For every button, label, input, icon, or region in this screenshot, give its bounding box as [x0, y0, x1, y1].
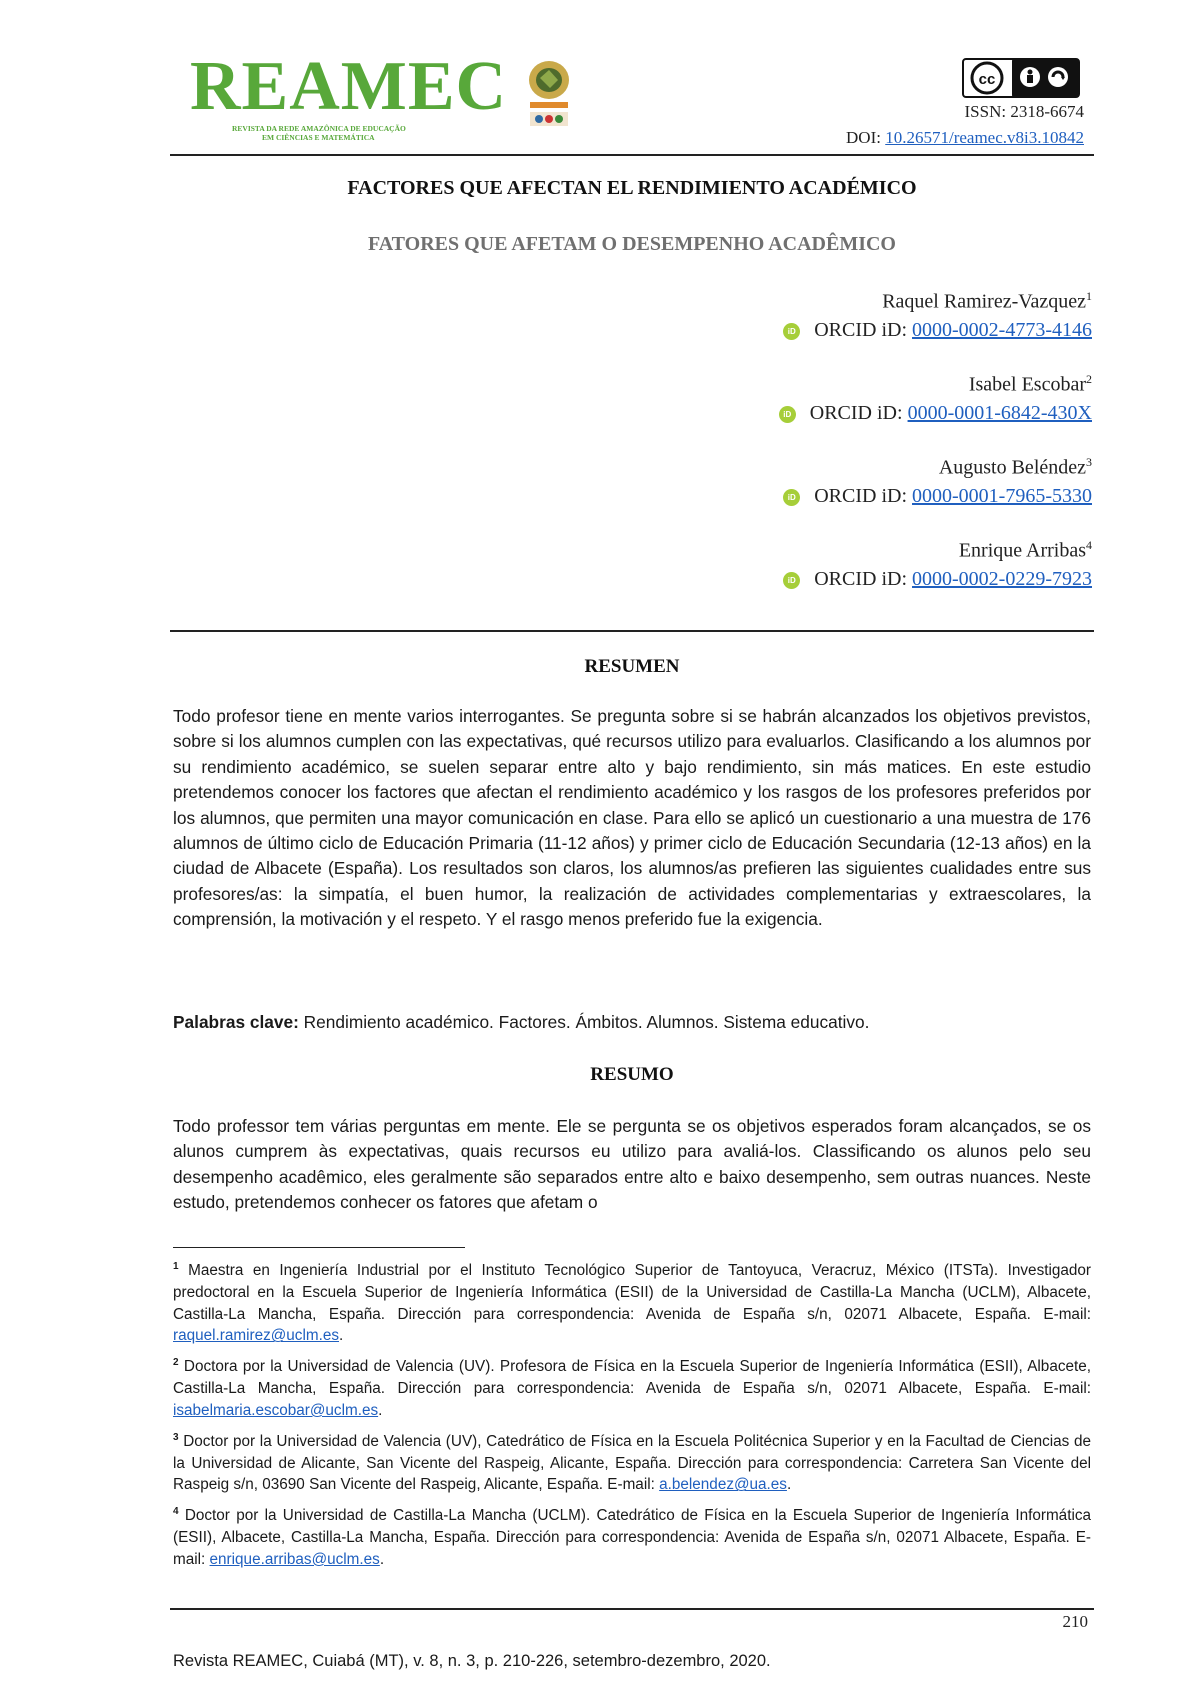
author-orcid: iD ORCID iD: 0000-0001-6842-430X [779, 402, 1092, 425]
orcid-icon: iD [783, 572, 800, 589]
creative-commons-license-icon[interactable] [962, 58, 1080, 98]
author-name: Isabel Escobar$^2$ [968, 372, 1092, 396]
doi: DOI: 10.26571/reamec.v8i3.10842 [846, 128, 1084, 147]
article-title-portuguese: FATORES QUE AFETAM O DESEMPENHO ACADÊMICO [367, 233, 896, 255]
email-link[interactable]: raquel.ramirez@uclm.es [173, 1327, 339, 1345]
keywords: Palabras clave: Rendimiento académico. Factores. Ámbitos. Alumnos. Sistema educativo. [173, 1012, 870, 1032]
footnotes [173, 1256, 1091, 1576]
orcid-link[interactable]: 0000-0002-4773-4146 [912, 319, 1092, 341]
orcid-icon: iD [779, 406, 796, 423]
footnote: $^2$ Doctora por la Universidad de Valencia (UV). Profesora de Física en la Escuela Superior de Ingeniería Informática (ESII), Albacete, Castilla-La Mancha, España. Dirección para correspondencia: Avenida de España s/n, 02071 Albacete, España. E-mail: isabelmaria.escobar@uclm.es. [173, 1357, 1091, 1419]
author-name: Enrique Arribas$^4$ [958, 538, 1092, 562]
email-link[interactable]: isabelmaria.escobar@uclm.es [173, 1401, 379, 1419]
orcid-link[interactable]: 0000-0001-6842-430X [907, 402, 1092, 424]
orcid-link[interactable]: 0000-0001-7965-5330 [912, 485, 1092, 507]
email-link[interactable]: a.belendez@ua.es [659, 1476, 787, 1494]
article-title-spanish: FACTORES QUE AFECTAN EL RENDIMIENTO ACADÉMICO [347, 177, 917, 199]
resumen-heading: RESUMEN [584, 656, 680, 677]
authors-divider [170, 630, 1094, 632]
author-orcid: iD ORCID iD: 0000-0001-7965-5330 [783, 485, 1092, 508]
email-link[interactable]: enrique.arribas@uclm.es [209, 1550, 380, 1568]
page-number: 210 [1062, 1612, 1088, 1631]
institution-seal-icon [520, 58, 578, 138]
doi-link[interactable]: 10.26571/reamec.v8i3.10842 [885, 128, 1084, 147]
author-orcid: iD ORCID iD: 0000-0002-0229-7923 [783, 568, 1092, 591]
header-divider [170, 154, 1094, 156]
orcid-icon: iD [783, 489, 800, 506]
author-name: Raquel Ramirez-Vazquez$^1$ [882, 289, 1092, 313]
journal-logo: REAMEC [190, 48, 508, 125]
issn: ISSN: 2318-6674 [964, 102, 1084, 121]
footer-divider [170, 1608, 1094, 1610]
resumen-paragraph: Todo profesor tiene en mente varios interrogantes. Se pregunta sobre si se habrán alcanzados los objetivos previstos, sobre si los alumnos cumplen con las expectativas, qué recursos utilizo para evaluarlos. Clasificando a los alumnos por su rendimiento académico, se suelen separar entre alto y bajo rendimiento, sin más matices. En este estudio pretendemos conocer los factores que afectan el rendimiento académico y los rasgos de los profesores preferidos por los alumnos, que permiten una mayor comunicación en clase. Para ello se aplicó un cuestionario a una muestra de 176 alumnos de último ciclo de Educación Primaria (11-12 años) y primer ciclo de Educación Secundaria (12-13 años) en la ciudad de Albacete (España). Los resultados son claros, los alumnos/as prefieren las siguientes cualidades entre sus profesores/as: la simpatía, el buen humor, la realización de actividades complementarias y extraescolares, la comprensión, la motivación y el respeto. Y el rasgo menos preferido fue la exigencia. [173, 706, 1091, 930]
orcid-icon: iD [783, 323, 800, 340]
footnote: $^3$ Doctor por la Universidad de Valencia (UV), Catedrático de Física en la Escuela Politécnica Superior y en la Facultad de Ciencias de la Universidad de Alicante, San Vicente del Raspeig, Alicante, España. Dirección para correspondencia: Carretera San Vicente del Raspeig s/n, 03690 San Vicente del Raspeig, Alicante, España. E-mail: a.belendez@ua.es. [173, 1431, 1091, 1494]
resumo-heading: RESUMO [590, 1064, 674, 1085]
footnote-divider [173, 1247, 465, 1248]
svg-text:cc: cc [978, 71, 996, 88]
resumo-paragraph: Todo professor tem várias perguntas em mente. Ele se pergunta se os objetivos esperados foram alcançados, se os alunos cumprem às expectativas, quais recursos eu utilizo para avaliá-los. Classificando os alunos pelo seu desempenho acadêmico, eles geralmente são separados entre alto e baixo desempenho, sem outras nuances. Neste estudo, pretendemos conhecer os fatores que afetam o [173, 1116, 1091, 1213]
author-name: Augusto Beléndez$^3$ [938, 455, 1092, 479]
journal-logo-subtitle: REVISTA DA REDE AMAZÔNICA DE EDUCAÇÃO EM CIÊNCIAS E MATEMÁTICA [232, 124, 406, 143]
author-orcid: iD ORCID iD: 0000-0002-4773-4146 [783, 319, 1092, 342]
orcid-link[interactable]: 0000-0002-0229-7923 [912, 568, 1092, 590]
footnote: $^1$ Maestra en Ingeniería Industrial por el Instituto Tecnológico Superior de Tantoyuca, Veracruz, México (ITSTa). Investigador predoctoral en la Escuela Superior de Ingeniería Informática (ESII) de la Universidad de Castilla-La Mancha (UCLM), Albacete, Castilla-La Mancha, España. Dirección para correspondencia: Avenida de España s/n, 02071 Albacete, España. E-mail: raquel.ramirez@uclm.es. [173, 1261, 1091, 1345]
footnote: $^4$ Doctor por la Universidad de Castilla-La Mancha (UCLM). Catedrático de Física en la Escuela Superior de Ingeniería Informática (ESII), Albacete, Castilla-La Mancha, España. Dirección para correspondencia: Avenida de España s/n, 02071 Albacete, España. E-mail: enrique.arribas@uclm.es. [173, 1506, 1091, 1568]
footer-citation: Revista REAMEC, Cuiabá (MT), v. 8, n. 3, p. 210-226, setembro-dezembro, 2020. [173, 1652, 771, 1670]
